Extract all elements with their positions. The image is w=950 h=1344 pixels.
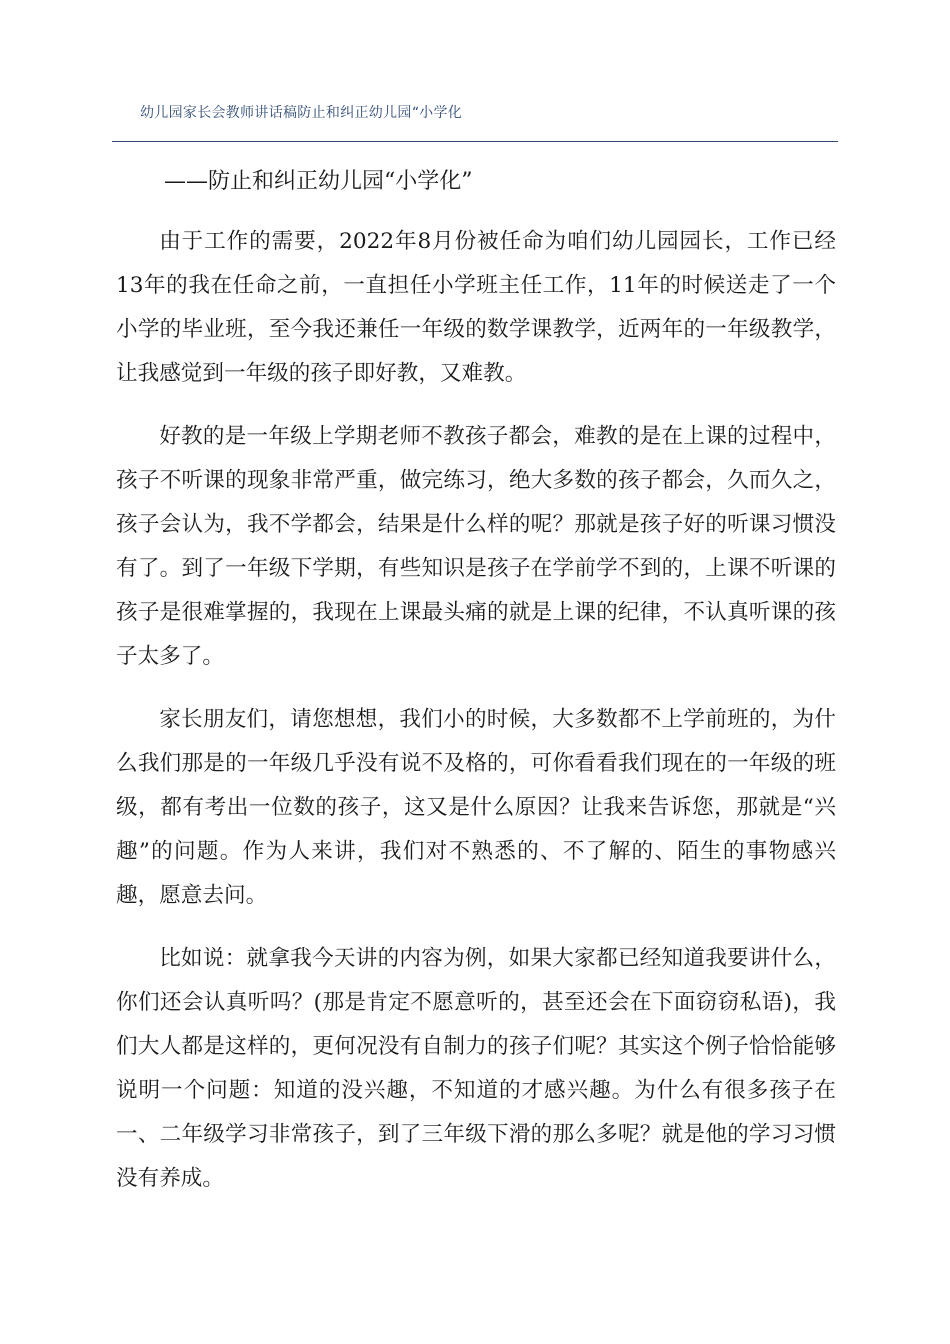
paragraph-4: 比如说：就拿我今天讲的内容为例，如果大家都已经知道我要讲什么，你们还会认真听吗？(那是肯定不愿意听的，甚至还会在下面窃窃私语)，我们大人都是这样的，更何况没有自制力的孩子们呢？其实这个例子恰恰能够说明一个问题：知道的没兴趣，不知道的才感兴趣。为什么有很多孩子在一、二年级学习非常孩子，到了三年级下滑的那么多呢？就是他的学习习惯没有养成。 — [116, 946, 836, 1191]
paragraph-2: 好教的是一年级上学期老师不教孩子都会，难教的是在上课的过程中，孩子不听课的现象非常严重，做完练习，绝大多数的孩子都会，久而久之，孩子会认为，我不学都会，结果是什么样的呢？那就是孩子好的听课习惯没有了。到了一年级下学期，有些知识是孩子在学前学不到的，上课不听课的孩子是很难掌握的，我现在上课最头痛的就是上课的纪律，不认真听课的孩子太多了。 — [116, 424, 836, 669]
paragraph-1: 由于工作的需要，2022年8月份被任命为咱们幼儿园园长，工作已经13年的我在任命之前，一直担任小学班主任工作，11年的时候送走了一个小学的毕业班，至今我还兼任一年级的数学课教学，近两年的一年级教学，让我感觉到一年级的孩子即好教，又难教。 — [116, 229, 836, 386]
document-subtitle: ——防止和纠正幼儿园“小学化” — [164, 169, 473, 194]
document-body — [116, 160, 836, 1201]
header-divider — [112, 141, 838, 142]
paragraph-3: 家长朋友们，请您想想，我们小的时候，大多数都不上学前班的，为什么我们那是的一年级几乎没有说不及格的，可你看看我们现在的一年级的班级，都有考出一位数的孩子，这又是什么原因？让我来告诉您，那就是“兴趣”的问题。作为人来讲，我们对不熟悉的、不了解的、陌生的事物感兴趣，愿意去问。 — [116, 707, 836, 908]
running-header-title: 幼儿园家长会教师讲话稿防止和纠正幼儿园“小学化 — [140, 105, 463, 121]
